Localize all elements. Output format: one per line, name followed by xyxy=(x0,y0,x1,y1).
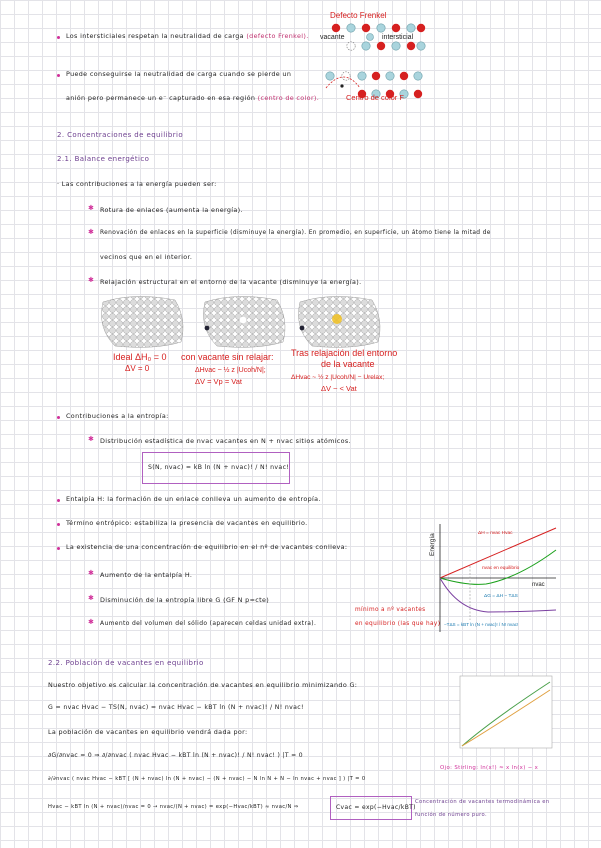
vacancy-site xyxy=(347,42,355,50)
derivation-3: Hvac − kBT ln (N + nvac)/nvac = 0 → nvac/(N + nvac) = exp(−Hvac/kBT) ≈ nvac/N ⇒ xyxy=(48,804,299,810)
caption-relaxed-2: de la vacante xyxy=(321,359,375,369)
result-note: Concentración de vacantes termodinámica en xyxy=(415,799,550,805)
vacancy-lattice-figure xyxy=(95,292,415,400)
subsection-title: 2.1. Balance energético xyxy=(57,155,150,163)
bullet xyxy=(57,416,60,419)
caption-relaxed-dv: ΔV ~ < Vat xyxy=(321,384,357,393)
text-line: Aumento de la entalpía H. xyxy=(100,571,193,579)
text-line: Rotura de enlaces (aumenta la energía). xyxy=(100,206,243,214)
star-bullet: ✱ xyxy=(88,618,94,626)
label-vacante: vacante xyxy=(320,34,345,41)
energy-chart xyxy=(428,520,560,636)
text-line: Contribuciones a la entropía: xyxy=(66,412,169,420)
star-bullet: ✱ xyxy=(88,594,94,602)
caption-unrelaxed: con vacante sin relajar: xyxy=(181,352,274,362)
entropy-label: −TΔS = kBT ln (N + nvac)! / N! nvac! xyxy=(444,622,519,627)
surface-atom xyxy=(300,326,305,331)
star-bullet: ✱ xyxy=(88,569,94,577)
frenkel-diagram xyxy=(318,8,428,112)
derivation-1: ∂G/∂nvac = 0 ⇒ ∂/∂nvac ( nvac Hvac − kBT ln (N + nvac)! / N! nvac! ) |T = 0 xyxy=(48,752,303,759)
x-label: nvac xyxy=(532,582,545,588)
caption-relaxed-dh: ΔHvac ~ ½ z |Ucoh/N| − Urelax; xyxy=(291,374,385,381)
star-bullet: ✱ xyxy=(88,435,94,443)
subsection-title: 2.2. Población de vacantes en equilibrio xyxy=(48,659,204,667)
min-note: mínimo a nº vacantes xyxy=(355,607,426,613)
text-line: Distribución estadística de nvac vacantes en N + nvac sitios atómicos. xyxy=(100,437,351,445)
caption-ideal: Ideal ΔH₀ = 0 xyxy=(113,352,167,362)
result-note-2: función de número puro. xyxy=(415,812,487,818)
star-bullet: ✱ xyxy=(88,228,94,236)
text-line: Puede conseguirse la neutralidad de carga cuando se pierde un xyxy=(66,70,292,78)
star-bullet: ✱ xyxy=(88,276,94,284)
text: Los intersticiales respetan la neutralidad de carga xyxy=(66,32,244,40)
caption-ideal-dv: ΔV = 0 xyxy=(125,364,150,373)
g-equation: G = nvac Hvac − TS(N, nvac) = nvac Hvac − kBT ln (N + nvac)! / N! nvac! xyxy=(48,704,304,711)
text-line: La existencia de una concentración de equilibrio en el nº de vacantes conlleva: xyxy=(66,543,348,551)
caption-unrelaxed-dh: ΔHvac ~ ½ z |Ucoh/N|; xyxy=(195,367,266,374)
text-line: Nuestro objetivo es calcular la concentración de vacantes en equilibrio minimizando G: xyxy=(48,681,358,689)
bullet xyxy=(57,523,60,526)
frenkel-title: Defecto Frenkel xyxy=(330,11,387,20)
entropy-formula: S(N, nvac) = kB ln (N + nvac)! / N! nvac! xyxy=(148,464,290,471)
surface-atom xyxy=(205,326,210,331)
lattice-ideal xyxy=(102,296,184,347)
stirling-note: Ojo: Stirling: ln(x!) ≈ x ln(x) − x xyxy=(440,765,539,771)
bullet xyxy=(57,36,60,39)
text-line: · Las contribuciones a la energía pueden ser: xyxy=(57,180,217,188)
y-label: Energía xyxy=(429,533,436,556)
derivation-2: ∂/∂nvac ( nvac Hvac − kBT [ (N + nvac) ln (N + nvac) − (N + nvac) − N ln N + N − ln nvac + nvac ] ) |T = 0 xyxy=(48,776,366,782)
relaxed-region xyxy=(332,314,342,324)
text: Las contribuciones a la energía pueden ser: xyxy=(61,180,217,188)
gibbs-label: ΔG = ΔH − TΔS xyxy=(484,594,518,599)
bullet xyxy=(57,499,60,502)
caption-unrelaxed-dv: ΔV = Vp = Vat xyxy=(195,377,242,386)
highlight-note: (centro de color). xyxy=(257,94,320,102)
text-line xyxy=(66,32,309,40)
highlight-note: (defecto Frenkel). xyxy=(246,32,309,40)
equilibrium-label: nvac en equilibrio xyxy=(482,566,520,571)
label-color-center: Centro de color F xyxy=(346,93,404,102)
result-formula: Cvac = exp(−Hvac/kBT) xyxy=(336,804,416,811)
text-line: La población de vacantes en equilibrio vendrá dada por: xyxy=(48,728,248,736)
caption-relaxed: Tras relajación del entorno xyxy=(291,348,398,358)
bullet xyxy=(57,547,60,550)
text: anión pero permanece un e⁻ capturado en esa región xyxy=(66,94,256,102)
text-line: Aumento del volumen del sólido (aparecen celdas unidad extra). xyxy=(100,620,317,627)
label-intersticial: intersticial xyxy=(382,34,414,41)
text-line: vecinos que en el interior. xyxy=(100,253,193,261)
bullet xyxy=(57,74,60,77)
text-line: Entalpía H: la formación de un enlace conlleva un aumento de entropía. xyxy=(66,495,321,503)
enthalpy-label: ΔH = nvac Hvac xyxy=(478,531,513,536)
vacancy-plot xyxy=(452,672,556,756)
text-line: Renovación de enlaces en la superficie (disminuye la energía). En promedio, en superficie, un átomo tiene la mitad de xyxy=(100,230,491,236)
star-bullet: ✱ xyxy=(88,204,94,212)
text-line xyxy=(66,94,319,102)
vacancy-hole xyxy=(240,317,247,324)
min-note-2: en equilibrio (las que hay) xyxy=(355,621,441,627)
text-line: Disminución de la entropía libre G (GF N p=cte) xyxy=(100,596,270,604)
section-title: 2. Concentraciones de equilibrio xyxy=(57,131,184,139)
text-line: Relajación estructural en el entorno de la vacante (disminuye la energía). xyxy=(100,278,362,286)
text-line: Término entrópico: estabiliza la presencia de vacantes en equilibrio. xyxy=(66,519,308,527)
